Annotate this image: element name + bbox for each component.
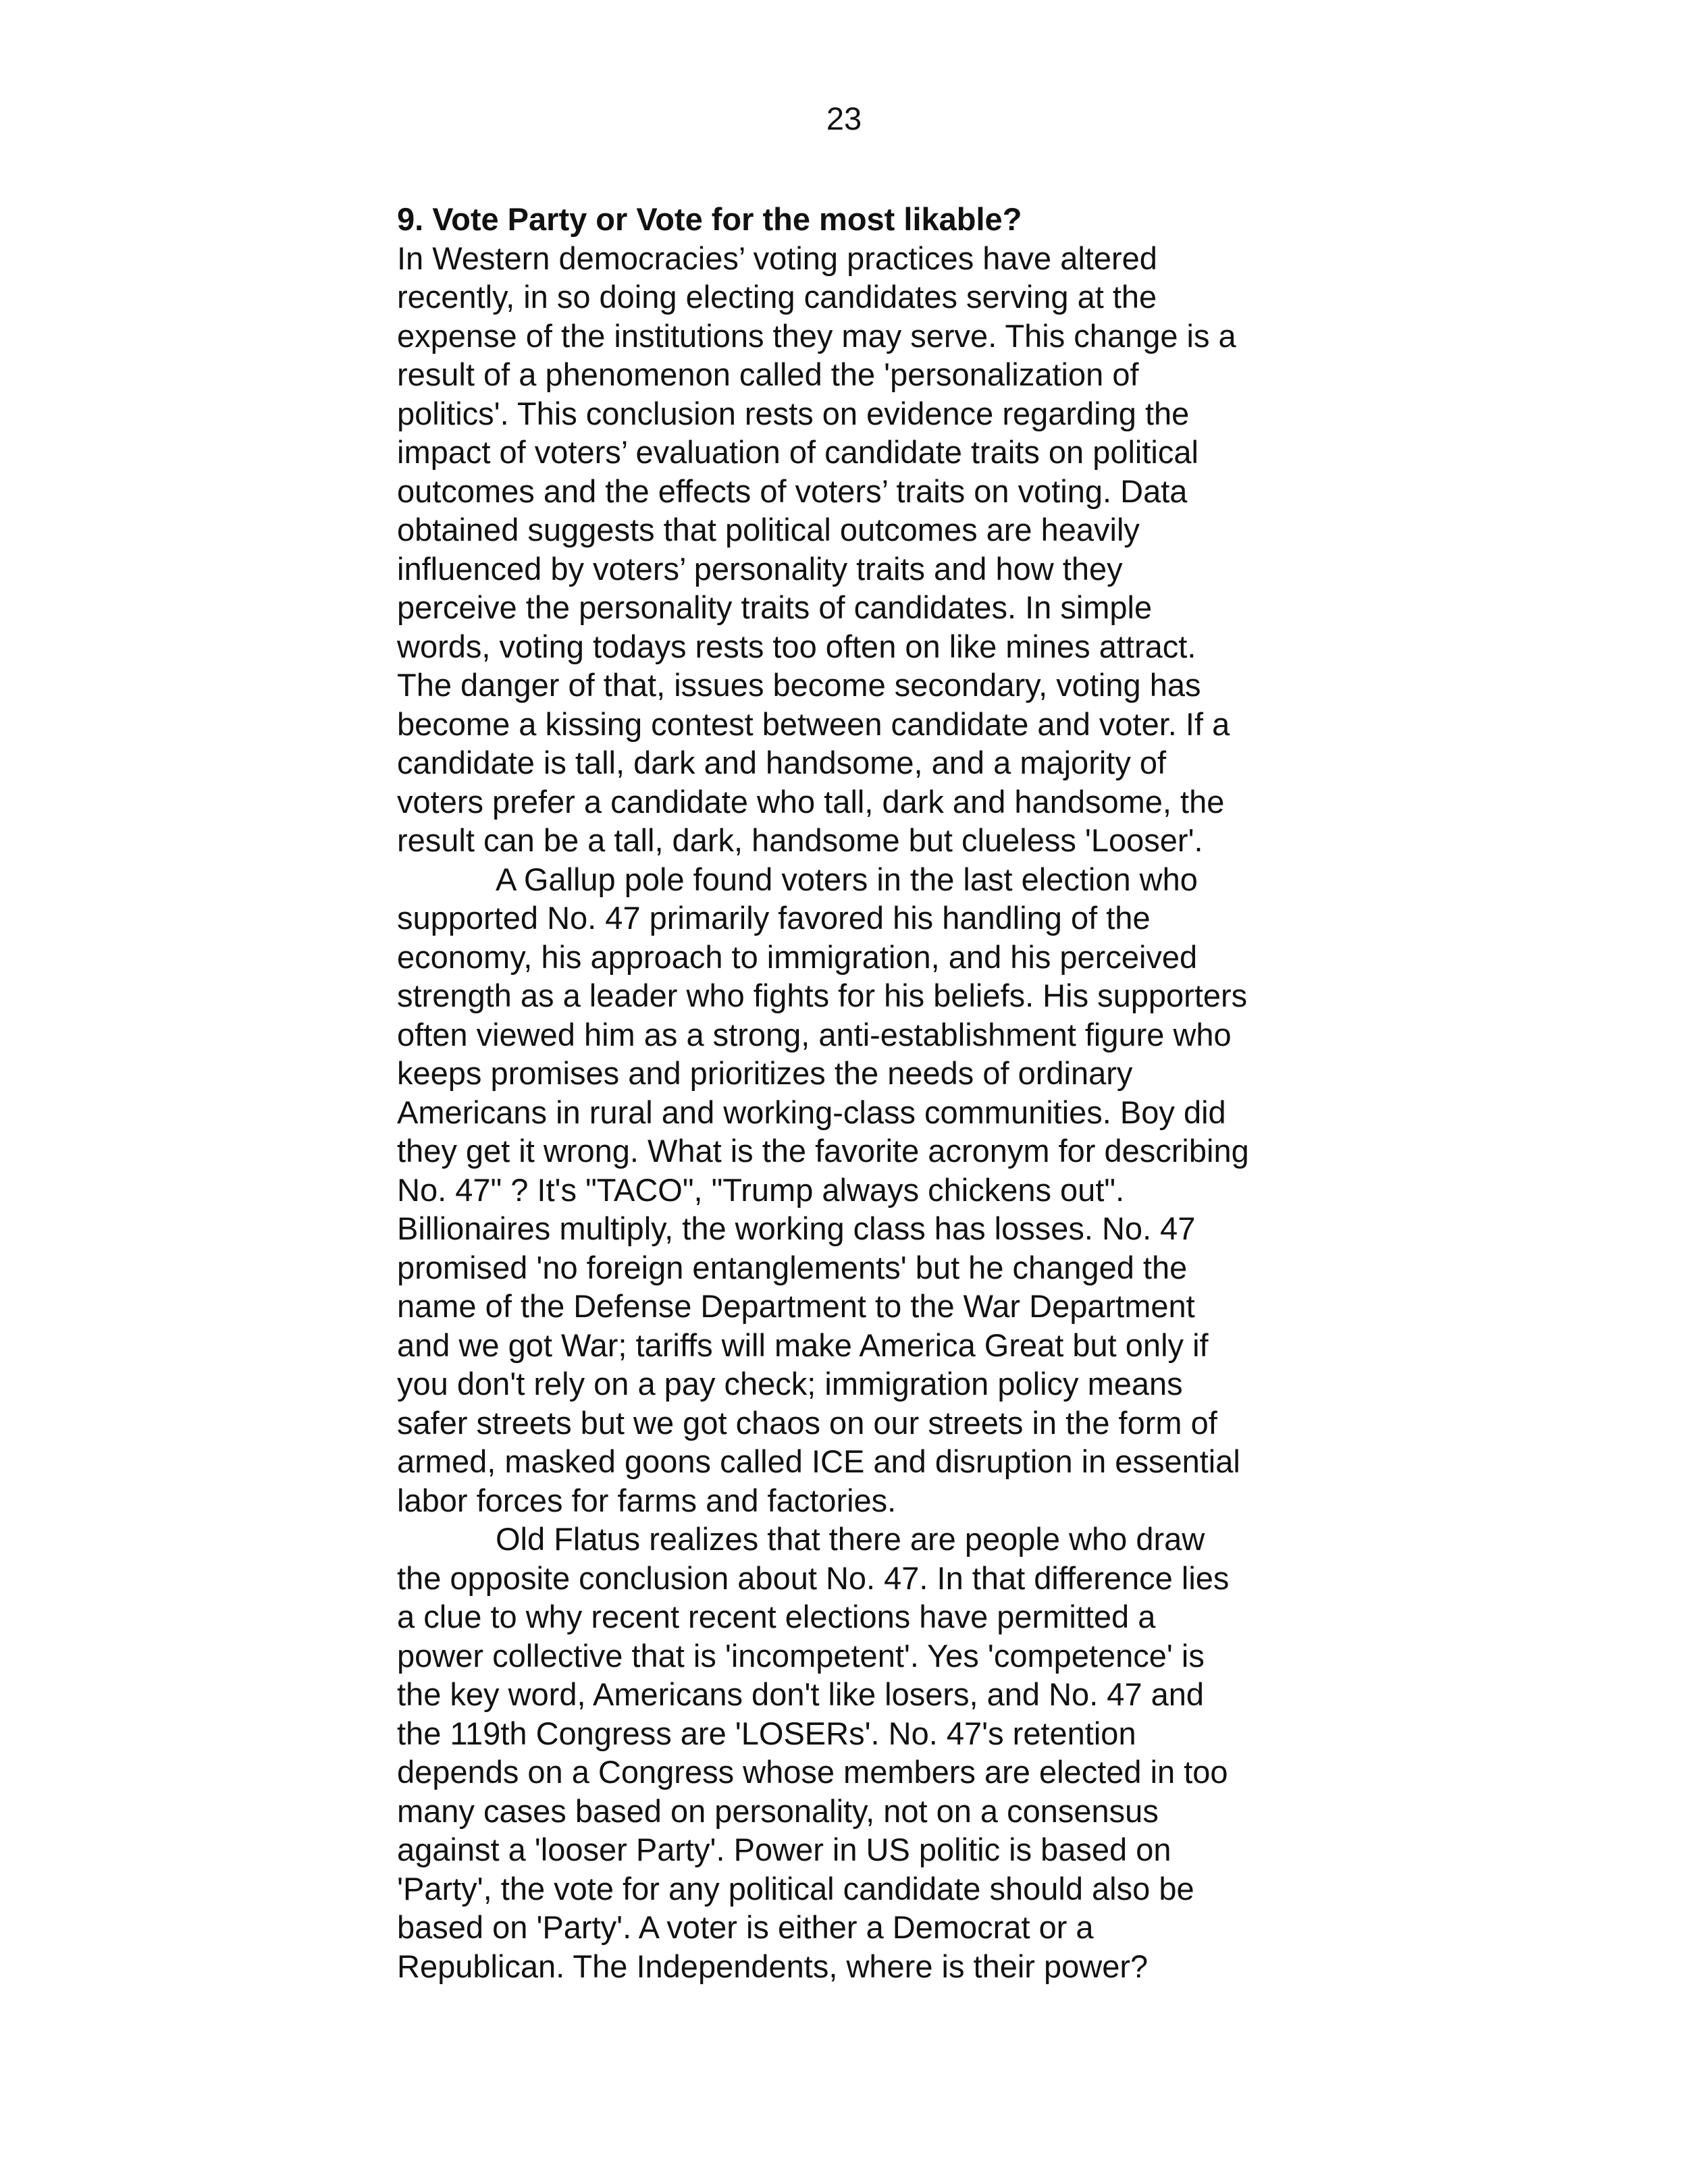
- text-line: keeps promises and prioritizes the needs of ordinary: [397, 1055, 1133, 1091]
- text-line: influenced by voters’ personality traits and how they: [397, 550, 1123, 587]
- text-line: candidate is tall, dark and handsome, and a majority of: [397, 745, 1167, 780]
- text-line: Old Flatus realizes that there are people who draw: [496, 1521, 1205, 1557]
- text-line: based on 'Party'. A voter is either a Democrat or a: [397, 1909, 1094, 1945]
- text-line: safer streets but we got chaos on our streets in the form of: [397, 1404, 1217, 1441]
- text-line: promised 'no foreign entanglements' but he changed the: [397, 1249, 1188, 1285]
- text-line: recently, in so doing electing candidates serving at the: [397, 279, 1157, 315]
- text-line: No. 47" ? It's "TACO", "Trump always chickens out".: [397, 1171, 1125, 1208]
- text-line: 'Party', the vote for any political candidate should also be: [397, 1870, 1194, 1907]
- text-line: many cases based on personality, not on a consensus: [397, 1792, 1159, 1829]
- text-line: the 119th Congress are 'LOSERs'. No. 47's retention: [397, 1715, 1136, 1751]
- text-line: Billionaires multiply, the working class has losses. No. 47: [397, 1210, 1196, 1246]
- text-line: obtained suggests that political outcomes are heavily: [397, 512, 1140, 548]
- text-line: economy, his approach to immigration, and his perceived: [397, 938, 1198, 975]
- text-line: name of the Defense Department to the War Department: [397, 1288, 1195, 1324]
- text-line: voters prefer a candidate who tall, dark and handsome, the: [397, 783, 1225, 820]
- text-line: they get it wrong. What is the favorite acronym for describing: [397, 1133, 1249, 1169]
- text-line: The danger of that, issues become secondary, voting has: [397, 667, 1201, 703]
- paragraph-1: [397, 239, 1302, 860]
- text-line: perceive the personality traits of candidates. In simple: [397, 589, 1153, 625]
- text-line: become a kissing contest between candidate and voter. If a: [397, 705, 1230, 742]
- text-line: the key word, Americans don't like losers, and No. 47 and: [397, 1676, 1205, 1712]
- text-line: supported No. 47 primarily favored his handling of the: [397, 900, 1151, 936]
- text-line: words, voting todays rests too often on like mines attract.: [397, 628, 1196, 664]
- text-line: you don't rely on a pay check; immigration policy means: [397, 1366, 1183, 1402]
- text-line: a clue to why recent recent elections have permitted a: [397, 1599, 1156, 1634]
- text-line: armed, masked goons called ICE and disruption in essential: [397, 1443, 1240, 1479]
- text-line: Americans in rural and working-class communities. Boy did: [397, 1094, 1226, 1130]
- text-line: A Gallup pole found voters in the last election who: [496, 861, 1198, 897]
- text-line: depends on a Congress whose members are elected in too: [397, 1754, 1228, 1790]
- text-line: result of a phenomenon called the 'personalization of: [397, 356, 1139, 392]
- page-number: 23: [826, 101, 862, 136]
- document-body: [397, 200, 1302, 1986]
- text-line: result can be a tall, dark, handsome but clueless 'Looser'.: [397, 822, 1203, 858]
- text-line: strength as a leader who fights for his beliefs. His supporters: [397, 978, 1248, 1013]
- text-line: expense of the institutions they may serve. This change is a: [397, 317, 1236, 354]
- text-line: against a 'looser Party'. Power in US politic is based on: [397, 1832, 1171, 1867]
- text-line: impact of voters’ evaluation of candidate traits on political: [397, 434, 1198, 470]
- text-line: labor forces for farms and factories.: [397, 1482, 897, 1518]
- text-line: politics'. This conclusion rests on evidence regarding the: [397, 395, 1190, 431]
- text-line: In Western democracies’ voting practices have altered: [397, 240, 1157, 276]
- paragraph-2: [397, 860, 1302, 1520]
- text-line: the opposite conclusion about No. 47. In that difference lies: [397, 1560, 1230, 1596]
- text-line: often viewed him as a strong, anti-establishment figure who: [397, 1016, 1232, 1053]
- section-heading: 9. Vote Party or Vote for the most likable?: [397, 201, 1022, 237]
- text-line: Republican. The Independents, where is their power?: [397, 1948, 1149, 1984]
- paragraph-3: [397, 1520, 1302, 1986]
- text-line: and we got War; tariffs will make America Great but only if: [397, 1327, 1209, 1363]
- text-line: outcomes and the effects of voters’ traits on voting. Data: [397, 473, 1188, 509]
- text-line: power collective that is 'incompetent'. Yes 'competence' is: [397, 1637, 1205, 1674]
